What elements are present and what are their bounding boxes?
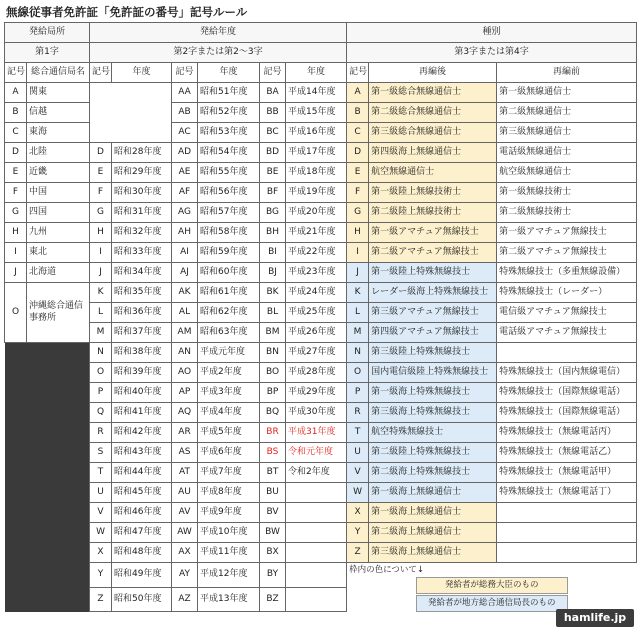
type-code: G <box>347 203 369 223</box>
year1-code: N <box>90 343 112 363</box>
type-code: A <box>347 83 369 103</box>
year2-name: 平成9年度 <box>198 503 260 523</box>
type-after: 第四級海上無線通信士 <box>369 143 497 163</box>
type-after: 第一級海上無線通信士 <box>369 503 497 523</box>
office-name: 沖縄総合通信事務所 <box>27 283 90 343</box>
type-code: N <box>347 343 369 363</box>
office-name: 北海道 <box>27 263 90 283</box>
year2-code: AU <box>172 483 198 503</box>
type-before <box>497 543 637 563</box>
year3-name: 平成29年度 <box>286 383 347 403</box>
type-after: 第一級陸上特殊無線技士 <box>369 263 497 283</box>
type-before: 特殊無線技士（無線電話甲） <box>497 463 637 483</box>
type-before: 第二級アマチュア無線技士 <box>497 243 637 263</box>
year2-code: AI <box>172 243 198 263</box>
table-row <box>5 243 637 263</box>
year1-name: 昭和40年度 <box>112 383 172 403</box>
year2-code: AF <box>172 183 198 203</box>
type-after: 航空特殊無線技士 <box>369 423 497 443</box>
table-row <box>5 563 637 588</box>
year3-name: 平成14年度 <box>286 83 347 103</box>
year3-code: BP <box>260 383 286 403</box>
color-legend <box>347 563 637 612</box>
year2-name: 平成10年度 <box>198 523 260 543</box>
year2-name: 昭和57年度 <box>198 203 260 223</box>
year1-name: 昭和35年度 <box>112 283 172 303</box>
type-before <box>497 503 637 523</box>
type-code: O <box>347 363 369 383</box>
year2-code: AD <box>172 143 198 163</box>
year3-code: BF <box>260 183 286 203</box>
year3-code: BG <box>260 203 286 223</box>
year2-code: AQ <box>172 403 198 423</box>
office-name-header: 総合通信局名 <box>27 63 90 83</box>
type-after: 第二級海上無線通信士 <box>369 523 497 543</box>
type-code: V <box>347 463 369 483</box>
year3-name: 平成23年度 <box>286 263 347 283</box>
year3-code: BI <box>260 243 286 263</box>
office-name: 信越 <box>27 103 90 123</box>
year1-code: Y <box>90 563 112 588</box>
type-after: 第一級海上無線通信士 <box>369 483 497 503</box>
year3-name <box>286 483 347 503</box>
position34-header: 第3字または第4字 <box>347 43 637 63</box>
type-before: 特殊無線技士（無線電話乙） <box>497 443 637 463</box>
year1-name: 昭和44年度 <box>112 463 172 483</box>
header-row-3 <box>5 63 637 83</box>
type-before: 特殊無線技士（国内無線電信） <box>497 363 637 383</box>
type-before: 電話級アマチュア無線技士 <box>497 323 637 343</box>
type-code: M <box>347 323 369 343</box>
year3-code: BV <box>260 503 286 523</box>
year3-name: 令和2年度 <box>286 463 347 483</box>
year2-name: 平成元年度 <box>198 343 260 363</box>
year2-name: 昭和58年度 <box>198 223 260 243</box>
year3-code: BM <box>260 323 286 343</box>
year2-code: AL <box>172 303 198 323</box>
year2-code: AJ <box>172 263 198 283</box>
year1-name: 昭和29年度 <box>112 163 172 183</box>
table-row <box>5 83 637 103</box>
office-code: B <box>5 103 27 123</box>
year2-code: AT <box>172 463 198 483</box>
year3-name: 平成27年度 <box>286 343 347 363</box>
license-number-rules-table <box>4 22 637 612</box>
year1-name: 昭和49年度 <box>112 563 172 588</box>
year2-name: 平成11年度 <box>198 543 260 563</box>
year2-name: 平成2年度 <box>198 363 260 383</box>
year3-name: 平成30年度 <box>286 403 347 423</box>
year3-name: 平成17年度 <box>286 143 347 163</box>
year2-code: AW <box>172 523 198 543</box>
year3-name <box>286 587 347 612</box>
table-row <box>5 483 637 503</box>
type-after: 第三級海上無線通信士 <box>369 543 497 563</box>
year1-code: V <box>90 503 112 523</box>
year1-name: 昭和50年度 <box>112 587 172 612</box>
table-row <box>5 143 637 163</box>
year3-name-header: 年度 <box>286 63 347 83</box>
year2-name: 平成7年度 <box>198 463 260 483</box>
type-code: C <box>347 123 369 143</box>
year3-code: BT <box>260 463 286 483</box>
type-code: Z <box>347 543 369 563</box>
year1-code: L <box>90 303 112 323</box>
type-code: T <box>347 423 369 443</box>
type-code: F <box>347 183 369 203</box>
type-before: 第一級アマチュア無線技士 <box>497 223 637 243</box>
office-name: 九州 <box>27 223 90 243</box>
type-after: 第三級海上特殊無線技士 <box>369 403 497 423</box>
year1-name: 昭和33年度 <box>112 243 172 263</box>
type-after: 航空無線通信士 <box>369 163 497 183</box>
legend-blue-swatch: 発給者が地方総合通信局長のもの <box>416 595 568 612</box>
year3-code: BL <box>260 303 286 323</box>
type-before <box>497 343 637 363</box>
type-code: D <box>347 143 369 163</box>
year1-name: 昭和30年度 <box>112 183 172 203</box>
table-row <box>5 383 637 403</box>
type-code: L <box>347 303 369 323</box>
year2-code: AC <box>172 123 198 143</box>
year2-code: AR <box>172 423 198 443</box>
type-before: 第二級無線通信士 <box>497 103 637 123</box>
type-after: 第二級海上特殊無線技士 <box>369 463 497 483</box>
year2-name: 昭和63年度 <box>198 323 260 343</box>
year1-code: I <box>90 243 112 263</box>
year1-name: 昭和47年度 <box>112 523 172 543</box>
office-name: 関東 <box>27 83 90 103</box>
year1-code: G <box>90 203 112 223</box>
year3-name: 平成18年度 <box>286 163 347 183</box>
year3-name: 平成26年度 <box>286 323 347 343</box>
year2-code: AA <box>172 83 198 103</box>
office-code: I <box>5 243 27 263</box>
header-row-1 <box>5 23 637 43</box>
year1-code: Q <box>90 403 112 423</box>
year2-name: 昭和59年度 <box>198 243 260 263</box>
year2-code: AG <box>172 203 198 223</box>
year3-code: BR <box>260 423 286 443</box>
type-code: K <box>347 283 369 303</box>
hamlife-watermark: hamlife.jp <box>556 609 634 627</box>
year3-code: BO <box>260 363 286 383</box>
year3-name <box>286 543 347 563</box>
year2-name: 平成13年度 <box>198 587 260 612</box>
type-before: 特殊無線技士（多重無線設備） <box>497 263 637 283</box>
year1-code-header: 記号 <box>90 63 112 83</box>
type-after: 第一級総合無線通信士 <box>369 83 497 103</box>
year1-code: W <box>90 523 112 543</box>
year1-name: 昭和43年度 <box>112 443 172 463</box>
year2-name: 昭和62年度 <box>198 303 260 323</box>
table-row <box>5 463 637 483</box>
year1-blank-area <box>90 83 172 143</box>
year2-name: 昭和53年度 <box>198 123 260 143</box>
year1-name: 昭和36年度 <box>112 303 172 323</box>
year1-code: U <box>90 483 112 503</box>
type-before: 第一級無線技術士 <box>497 183 637 203</box>
year3-name: 平成19年度 <box>286 183 347 203</box>
year1-name-header: 年度 <box>112 63 172 83</box>
year2-name: 昭和51年度 <box>198 83 260 103</box>
year1-name: 昭和38年度 <box>112 343 172 363</box>
year3-name: 平成15年度 <box>286 103 347 123</box>
position23-header: 第2字または第2〜3字 <box>90 43 347 63</box>
legend-yellow-swatch: 発給者が総務大臣のもの <box>416 577 568 594</box>
type-after: レーダー級海上特殊無線技士 <box>369 283 497 303</box>
office-code: F <box>5 183 27 203</box>
year2-code: AN <box>172 343 198 363</box>
type-after: 国内電信級陸上特殊無線技士 <box>369 363 497 383</box>
office-name: 東海 <box>27 123 90 143</box>
year1-code: K <box>90 283 112 303</box>
year1-name: 昭和37年度 <box>112 323 172 343</box>
type-after: 第二級陸上特殊無線技士 <box>369 443 497 463</box>
year1-name: 昭和39年度 <box>112 363 172 383</box>
year1-code: T <box>90 463 112 483</box>
type-header: 種別 <box>347 23 637 43</box>
year3-name <box>286 523 347 543</box>
table-row <box>5 203 637 223</box>
table-row <box>5 523 637 543</box>
legend-title: 枠内の色について↓ <box>349 565 425 575</box>
table-row <box>5 303 637 323</box>
year1-name: 昭和32年度 <box>112 223 172 243</box>
year2-code: AP <box>172 383 198 403</box>
year1-name: 昭和45年度 <box>112 483 172 503</box>
year3-name: 平成31年度 <box>286 423 347 443</box>
year2-name: 平成3年度 <box>198 383 260 403</box>
year3-name <box>286 503 347 523</box>
type-before: 第三級無線通信士 <box>497 123 637 143</box>
year2-code: AZ <box>172 587 198 612</box>
year2-code: AS <box>172 443 198 463</box>
type-before-header: 再編前 <box>497 63 637 83</box>
year1-code: J <box>90 263 112 283</box>
year2-name: 平成12年度 <box>198 563 260 588</box>
type-before: 航空級無線通信士 <box>497 163 637 183</box>
year2-name: 昭和60年度 <box>198 263 260 283</box>
year2-name: 平成8年度 <box>198 483 260 503</box>
type-before: 特殊無線技士（国際無線電話） <box>497 403 637 423</box>
year3-code: BN <box>260 343 286 363</box>
header-row-2 <box>5 43 637 63</box>
type-after: 第三級アマチュア無線技士 <box>369 303 497 323</box>
type-code-header: 記号 <box>347 63 369 83</box>
office-empty-area <box>5 343 90 612</box>
year1-name: 昭和28年度 <box>112 143 172 163</box>
year2-name: 平成6年度 <box>198 443 260 463</box>
year2-code: AV <box>172 503 198 523</box>
type-after: 第三級陸上特殊無線技士 <box>369 343 497 363</box>
year3-code: BJ <box>260 263 286 283</box>
year3-code: BK <box>260 283 286 303</box>
year1-name: 昭和41年度 <box>112 403 172 423</box>
type-after: 第二級総合無線通信士 <box>369 103 497 123</box>
year1-name: 昭和42年度 <box>112 423 172 443</box>
year2-code: AO <box>172 363 198 383</box>
year1-code: R <box>90 423 112 443</box>
year2-code-header: 記号 <box>172 63 198 83</box>
year2-code: AX <box>172 543 198 563</box>
year3-name: 平成24年度 <box>286 283 347 303</box>
type-code: P <box>347 383 369 403</box>
table-row <box>5 443 637 463</box>
type-code: W <box>347 483 369 503</box>
type-before: 電信級アマチュア無線技士 <box>497 303 637 323</box>
office-code: D <box>5 143 27 163</box>
year1-code: O <box>90 363 112 383</box>
type-code: B <box>347 103 369 123</box>
year3-code: BS <box>260 443 286 463</box>
type-before: 特殊無線技士（無線電話丙） <box>497 423 637 443</box>
table-row <box>5 343 637 363</box>
table-row <box>5 183 637 203</box>
table-row <box>5 163 637 183</box>
year3-name: 平成22年度 <box>286 243 347 263</box>
type-before: 特殊無線技士（国際無線電話） <box>497 383 637 403</box>
type-before: 第二級無線技術士 <box>497 203 637 223</box>
office-code-header: 記号 <box>5 63 27 83</box>
office-code: E <box>5 163 27 183</box>
page-title: 無線従事者免許証「免許証の番号」記号ルール <box>6 5 248 19</box>
type-code: R <box>347 403 369 423</box>
year3-code: BZ <box>260 587 286 612</box>
year3-name <box>286 563 347 588</box>
office-code: J <box>5 263 27 283</box>
type-code: X <box>347 503 369 523</box>
year3-code: BX <box>260 543 286 563</box>
type-code: Y <box>347 523 369 543</box>
year2-code: AK <box>172 283 198 303</box>
office-name: 四国 <box>27 203 90 223</box>
year2-code: AY <box>172 563 198 588</box>
year1-name: 昭和34年度 <box>112 263 172 283</box>
year1-code: E <box>90 163 112 183</box>
year1-code: P <box>90 383 112 403</box>
rules-body <box>5 83 637 612</box>
year3-code: BB <box>260 103 286 123</box>
type-after: 第二級アマチュア無線技士 <box>369 243 497 263</box>
year2-name: 昭和54年度 <box>198 143 260 163</box>
office-name: 中国 <box>27 183 90 203</box>
type-code: H <box>347 223 369 243</box>
office-name: 東北 <box>27 243 90 263</box>
type-before: 第一級無線通信士 <box>497 83 637 103</box>
table-row <box>5 423 637 443</box>
year3-name: 平成28年度 <box>286 363 347 383</box>
year3-code: BH <box>260 223 286 243</box>
issuer-header: 発給局所 <box>5 23 90 43</box>
table-row <box>5 283 637 303</box>
year-header: 発給年度 <box>90 23 347 43</box>
year2-code: AH <box>172 223 198 243</box>
year2-name: 昭和55年度 <box>198 163 260 183</box>
year1-code: S <box>90 443 112 463</box>
year2-code: AB <box>172 103 198 123</box>
year3-code: BA <box>260 83 286 103</box>
year2-name: 昭和52年度 <box>198 103 260 123</box>
table-row <box>5 503 637 523</box>
type-before: 特殊無線技士（無線電話丁） <box>497 483 637 503</box>
year2-name: 平成4年度 <box>198 403 260 423</box>
year1-code: H <box>90 223 112 243</box>
year1-name: 昭和31年度 <box>112 203 172 223</box>
year1-name: 昭和46年度 <box>112 503 172 523</box>
year2-code: AE <box>172 163 198 183</box>
year3-name: 平成20年度 <box>286 203 347 223</box>
year3-code-header: 記号 <box>260 63 286 83</box>
type-code: E <box>347 163 369 183</box>
year3-code: BW <box>260 523 286 543</box>
year2-code: AM <box>172 323 198 343</box>
type-after: 第一級アマチュア無線技士 <box>369 223 497 243</box>
year3-code: BU <box>260 483 286 503</box>
year1-code: F <box>90 183 112 203</box>
year3-code: BC <box>260 123 286 143</box>
type-code: I <box>347 243 369 263</box>
type-after: 第三級総合無線通信士 <box>369 123 497 143</box>
office-name: 近畿 <box>27 163 90 183</box>
type-code: U <box>347 443 369 463</box>
type-after: 第四級アマチュア無線技士 <box>369 323 497 343</box>
type-before <box>497 523 637 543</box>
year2-name: 昭和61年度 <box>198 283 260 303</box>
year1-name: 昭和48年度 <box>112 543 172 563</box>
position1-header: 第1字 <box>5 43 90 63</box>
year1-code: Z <box>90 587 112 612</box>
type-after-header: 再編後 <box>369 63 497 83</box>
year3-name: 平成16年度 <box>286 123 347 143</box>
office-name: 北陸 <box>27 143 90 163</box>
type-after: 第一級海上特殊無線技士 <box>369 383 497 403</box>
table-row <box>5 323 637 343</box>
table-row <box>5 223 637 243</box>
year3-code: BY <box>260 563 286 588</box>
year3-code: BE <box>260 163 286 183</box>
year3-name: 平成21年度 <box>286 223 347 243</box>
type-code: J <box>347 263 369 283</box>
year2-name-header: 年度 <box>198 63 260 83</box>
office-code: H <box>5 223 27 243</box>
office-code: G <box>5 203 27 223</box>
year1-code: M <box>90 323 112 343</box>
type-before: 電話級無線通信士 <box>497 143 637 163</box>
year3-name: 平成25年度 <box>286 303 347 323</box>
office-code: O <box>5 283 27 343</box>
year3-code: BD <box>260 143 286 163</box>
year3-code: BQ <box>260 403 286 423</box>
year2-name: 平成5年度 <box>198 423 260 443</box>
table-row <box>5 263 637 283</box>
year1-code: D <box>90 143 112 163</box>
type-after: 第二級陸上無線技術士 <box>369 203 497 223</box>
type-before: 特殊無線技士（レーダー） <box>497 283 637 303</box>
year1-code: X <box>90 543 112 563</box>
type-after: 第一級陸上無線技術士 <box>369 183 497 203</box>
office-code: A <box>5 83 27 103</box>
table-row <box>5 363 637 383</box>
table-row <box>5 543 637 563</box>
office-code: C <box>5 123 27 143</box>
year2-name: 昭和56年度 <box>198 183 260 203</box>
year3-name: 令和元年度 <box>286 443 347 463</box>
table-row <box>5 403 637 423</box>
